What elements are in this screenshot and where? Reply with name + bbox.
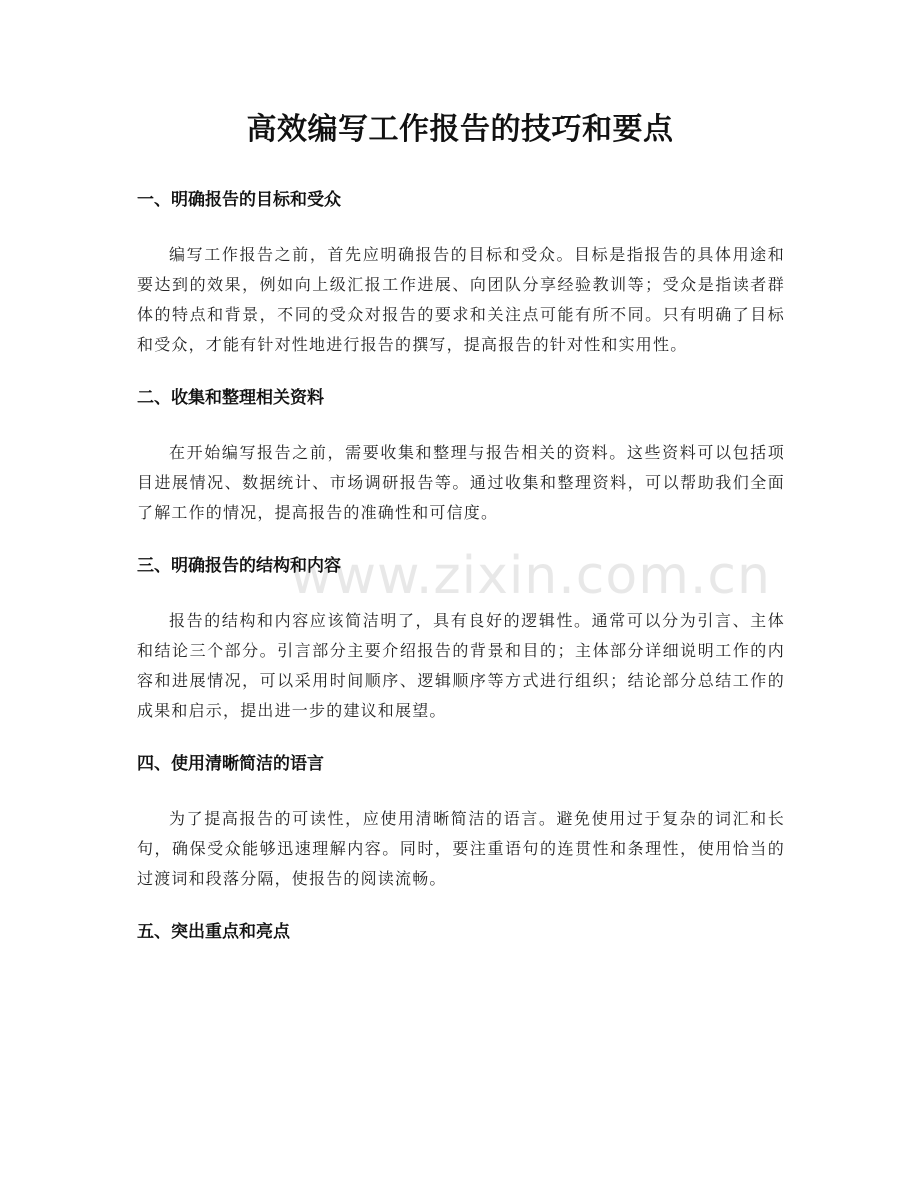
section-heading: 三、明确报告的结构和内容: [137, 556, 341, 576]
section-2: [137, 384, 785, 528]
watermark: www.zixin.com.cn: [290, 546, 771, 606]
section-4: [137, 750, 785, 894]
section-5: [137, 918, 785, 946]
section-paragraph: 报告的结构和内容应该简洁明了，具有良好的逻辑性。通常可以分为引言、主体和结论三个部分。引言部分主要介绍报告的背景和目的；主体部分详细说明工作的内容和进展情况，可以采用时间顺序、逻辑顺序等方式进行组织；结论部分总结工作的成果和启示，提出进一步的建议和展望。: [137, 611, 785, 720]
document-body: [137, 186, 785, 946]
section-heading: 四、使用清晰简洁的语言: [137, 754, 324, 774]
section-paragraph: 为了提高报告的可读性，应使用清晰简洁的语言。避免使用过于复杂的词汇和长句，确保受众能够迅速理解内容。同时，要注重语句的连贯性和条理性，使用恰当的过渡词和段落分隔，使报告的阅读流畅。: [137, 809, 785, 888]
section-3: [137, 552, 785, 726]
section-1: [137, 186, 785, 360]
section-heading: 二、收集和整理相关资料: [137, 388, 324, 408]
section-heading: 五、突出重点和亮点: [137, 922, 290, 942]
document-title: 高效编写工作报告的技巧和要点: [246, 112, 674, 147]
section-paragraph: 在开始编写报告之前，需要收集和整理与报告相关的资料。这些资料可以包括项目进展情况、数据统计、市场调研报告等。通过收集和整理资料，可以帮助我们全面了解工作的情况，提高报告的准确性和可信度。: [137, 443, 785, 522]
section-paragraph: 编写工作报告之前，首先应明确报告的目标和受众。目标是指报告的具体用途和要达到的效果，例如向上级汇报工作进展、向团队分享经验教训等；受众是指读者群体的特点和背景，不同的受众对报告的要求和关注点可能有所不同。只有明确了目标和受众，才能有针对性地进行报告的撰写，提高报告的针对性和实用性。: [137, 245, 785, 354]
section-heading: 一、明确报告的目标和受众: [137, 190, 341, 210]
